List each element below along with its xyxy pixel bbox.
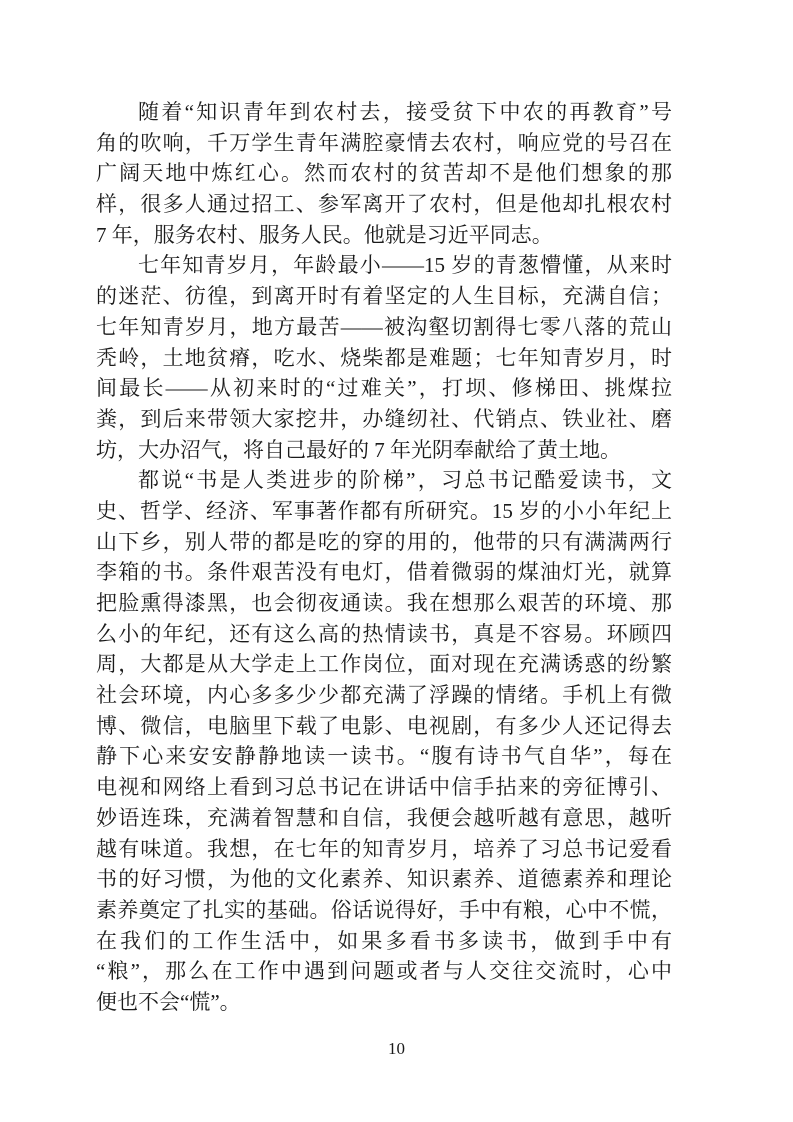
text-line: “粮”，那么在工作中遇到问题或者与人交往交流时，心中: [96, 959, 672, 984]
text-line: 角的吹响，千万学生青年满腔豪情去农村，响应党的号召在: [96, 130, 672, 155]
paragraph-2: [96, 250, 672, 465]
paragraph-1: [96, 97, 672, 250]
text-line: 妙语连珠，充满着智慧和自信，我便会越听越有意思，越听: [96, 805, 672, 830]
text-line: 越有味道。我想，在七年的知青岁月，培养了习总书记爱看: [96, 836, 672, 861]
text-line: 七年知青岁月，地方最苦——被沟壑切割得七零八落的荒山: [96, 314, 672, 339]
text-line: 粪，到后来带领大家挖井，办缝纫社、代销点、铁业社、磨: [96, 406, 672, 431]
text-line: 的迷茫、彷徨，到离开时有着坚定的人生目标，充满自信；: [96, 284, 672, 309]
text-line: 博、微信，电脑里下载了电影、电视剧，有多少人还记得去: [96, 713, 672, 738]
text-line: 李箱的书。条件艰苦没有电灯，借着微弱的煤油灯光，就算: [96, 560, 672, 585]
text-line: 电视和网络上看到习总书记在讲话中信手拈来的旁征博引、: [96, 775, 672, 800]
text-line: 在我们的工作生活中，如果多看书多读书，做到手中有: [96, 928, 672, 953]
text-line: 社会环境，内心多多少少都充满了浮躁的情绪。手机上有微: [96, 683, 672, 708]
text-line: 周，大都是从大学走上工作岗位，面对现在充满诱惑的纷繁: [96, 652, 672, 677]
page-number: 10: [388, 1039, 405, 1058]
text-line: 广阔天地中炼红心。然而农村的贫苦却不是他们想象的那: [96, 161, 672, 186]
text-line: 坊，大办沼气，将自己最好的 7 年光阴奉献给了黄土地。: [96, 437, 621, 462]
text-line: 七年知青岁月，年龄最小——15 岁的青葱懵懂，从来时: [138, 253, 672, 278]
text-line: 书的好习惯，为他的文化素养、知识素养、道德素养和理论: [96, 867, 672, 892]
text-line: 么小的年纪，还有这么高的热情读书，真是不容易。环顾四: [96, 621, 672, 646]
text-line: 山下乡，别人带的都是吃的穿的用的，他带的只有满满两行: [96, 529, 672, 554]
text-line: 便也不会“慌”。: [96, 989, 241, 1014]
text-line: 静下心来安安静静地读一读书。“腹有诗书气自华”，每在: [96, 744, 672, 769]
text-line: 都说“书是人类进步的阶梯”，习总书记酷爱读书，文: [138, 468, 672, 493]
text-line: 秃岭，土地贫瘠，吃水、烧柴都是难题；七年知青岁月，时: [96, 345, 672, 370]
paragraph-3: [96, 465, 672, 1017]
text-line: 间最长——从初来时的“过难关”，打坝、修梯田、挑煤拉: [96, 376, 672, 401]
text-line: 史、哲学、经济、军事著作都有所研究。15 岁的小小年纪上: [96, 498, 672, 523]
text-line: 把脸熏得漆黑，也会彻夜通读。我在想那么艰苦的环境、那: [96, 591, 672, 615]
text-line: 素养奠定了扎实的基础。俗话说得好，手中有粮，心中不慌，: [96, 897, 672, 922]
text-line: 随着“知识青年到农村去，接受贫下中农的再教育”号: [138, 100, 672, 124]
text-line: 7 年，服务农村、服务人民。他就是习近平同志。: [96, 222, 553, 247]
text-line: 样，很多人通过招工、参军离开了农村，但是他却扎根农村: [96, 192, 672, 217]
document-body: [96, 97, 672, 1018]
